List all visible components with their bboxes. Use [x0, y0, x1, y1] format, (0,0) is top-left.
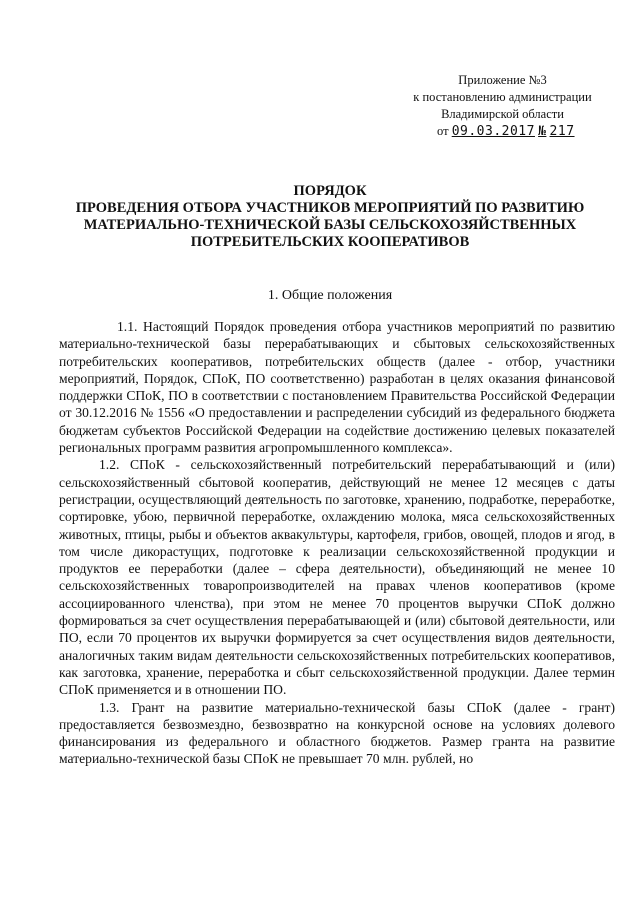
appendix-number: 217: [549, 124, 575, 139]
appendix-block: [395, 72, 610, 140]
section-heading: 1. Общие положения: [267, 288, 393, 303]
appendix-region-line: Владимирской области: [441, 107, 564, 121]
appendix-date-line: [395, 123, 610, 140]
appendix-number-sign: №: [538, 124, 547, 139]
appendix-date-prefix: от: [437, 124, 449, 138]
title-line-2: ПРОВЕДЕНИЯ ОТБОРА УЧАСТНИКОВ МЕРОПРИЯТИЙ ПО РАЗВИТИЮ: [75, 200, 585, 216]
appendix-date: 09.03.2017: [451, 124, 535, 139]
title-line-1: ПОРЯДОК: [293, 183, 367, 199]
title-line-3: МАТЕРИАЛЬНО-ТЕХНИЧЕСКОЙ БАЗЫ СЕЛЬСКОХОЗЯЙСТВЕННЫХ: [83, 217, 577, 233]
document-body: [59, 318, 615, 768]
paragraph-1-1: 1.1. Настоящий Порядок проведения отбора участников мероприятий по развитию материально-технической базы перерабатывающих и сбытовых сельскохозяйственных потребительских кооперативов, потребительских обществ (далее - отбор, участники мероприятий, Порядок, СПоК, ПО соответственно) разработан в целях оказания финансовой поддержки СПоК, ПО в соответствии с постановлением Правительства Российской Федерации от 30.12.2016 № 1556 «О предоставлении и распределении субсидий из федерального бюджета бюджетам субъектов Российской Федерации на содействие достижению целевых показателей региональных программ развития агропромышленного комплекса».: [59, 319, 615, 456]
paragraph-1-3: 1.3. Грант на развитие материально-технической базы СПоК (далее - грант) предоставляется безвозмездно, безвозвратно на конкурсной основе на условиях долевого финансирования из федерального и областного бюджетов. Размер гранта на развитие материально-технической базы СПоК не превышает 70 млн. рублей, но: [59, 699, 615, 767]
appendix-resolution-line: к постановлению администрации: [413, 90, 592, 104]
appendix-title: Приложение №3: [458, 73, 547, 87]
paragraph-1-2: 1.2. СПоК - сельскохозяйственный потребительский перерабатывающий и (или) сельскохозяйственный сбытовой кооператив, действующий не менее 12 месяцев с даты регистрации, осуществляющий деятельность по заготовке, хранению, подработке, переработке, сортировке, убою, первичной переработке, охлаждению молока, мяса сельскохозяйственных животных, птицы, рыбы и объектов аквакультуры, картофеля, грибов, овощей, плодов и ягод, в том числе дикорастущих, подготовке к реализации сельскохозяйственной продукции и продуктов ее переработки (далее – сфера деятельности), объединяющий не менее 10 сельскохозяйственных товаропроизводителей на правах членов кооперативов (кроме ассоциированного членства), при этом не менее 70 процентов выручки СПоК должно формироваться за счет осуществления перерабатывающей и (или) сбытовой деятельности, или ПО, если 70 процентов их выручки формируется за счет осуществления видов деятельности, аналогичных таким видам деятельности сельскохозяйственных потребительских кооперативов, как заготовка, хранение, переработка и сбыт сельскохозяйственной продукции. Далее термин СПоК применяется и в отношении ПО.: [59, 457, 615, 698]
document-title: [60, 183, 600, 251]
title-line-4: ПОТРЕБИТЕЛЬСКИХ КООПЕРАТИВОВ: [190, 234, 470, 250]
